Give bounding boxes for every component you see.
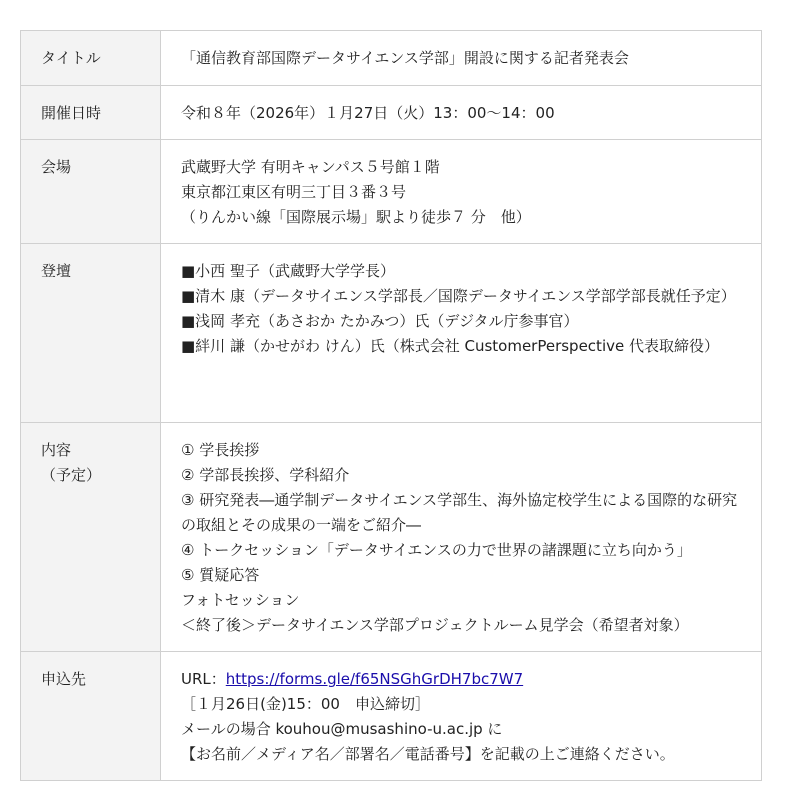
value-cell-title [161, 31, 762, 86]
label-content: 内容 [41, 441, 72, 459]
label-title: タイトル [41, 49, 101, 67]
venue-address: 東京都江東区有明三丁目３番３号 [181, 183, 407, 201]
program-item: ⑤ 質疑応答 [181, 566, 260, 584]
row-venue [21, 140, 762, 244]
url-prefix: URL： [181, 670, 226, 688]
program-item: ＜終了後＞データサイエンス学部プロジェクトルーム見学会（希望者対象） [181, 616, 689, 634]
apply-deadline: ［１月26日(金)15：00 申込締切］ [181, 695, 430, 713]
press-event-info [20, 30, 762, 781]
label-cell-date [21, 86, 161, 140]
value-cell-apply [161, 652, 762, 781]
label-apply: 申込先 [41, 670, 87, 688]
label-cell-venue [21, 140, 161, 244]
apply-email: メールの場合 kouhou@musashino-u.ac.jp に [181, 720, 503, 738]
label-cell-title [21, 31, 161, 86]
label-speakers: 登壇 [41, 262, 72, 280]
speaker-item: ■浅岡 孝充（あさおか たかみつ）氏（デジタル庁参事官） [181, 312, 579, 330]
row-title [21, 31, 762, 86]
program-item: ① 学長挨拶 [181, 441, 260, 459]
value-cell-speakers [161, 244, 762, 423]
row-apply [21, 652, 762, 781]
event-title: 「通信教育部国際データサイエンス学部」開設に関する記者発表会 [181, 49, 629, 67]
program-item: ② 学部長挨拶、学科紹介 [181, 466, 350, 484]
apply-instruction: 【お名前／メディア名／部署名／電話番号】を記載の上ご連絡ください。 [181, 745, 675, 763]
value-cell-venue [161, 140, 762, 244]
row-content [21, 423, 762, 652]
speaker-item: ■絆川 謙（かせがわ けん）氏（株式会社 CustomerPerspective 代表取締役） [181, 337, 719, 355]
speaker-item: ■清木 康（データサイエンス学部長／国際データサイエンス学部学部長就任予定） [181, 287, 736, 305]
label-cell-apply [21, 652, 161, 781]
label-venue: 会場 [41, 158, 72, 176]
row-date [21, 86, 762, 140]
application-form-link[interactable]: https://forms.gle/f65NSGhGrDH7bc7W7 [225, 670, 524, 688]
row-speakers [21, 244, 762, 423]
label-content-note: （予定） [41, 466, 102, 484]
program-item: ③ 研究発表―通学制データサイエンス学部生、海外協定校学生による国際的な研究の取組とその成果の一端をご紹介― [181, 491, 738, 534]
value-cell-date [161, 86, 762, 140]
label-cell-content [21, 423, 161, 652]
label-date: 開催日時 [41, 104, 102, 122]
program-item: ④ トークセッション「データサイエンスの力で世界の諸課題に立ち向かう」 [181, 541, 692, 559]
value-cell-content [161, 423, 762, 652]
event-datetime: 令和８年（2026年）１月27日（火）13：00～14：00 [181, 104, 555, 122]
apply-url-line [181, 667, 741, 692]
venue-access: （りんかい線「国際展示場」駅より徒歩７ 分 他） [181, 208, 531, 226]
program-item: フォトセッション [181, 591, 300, 609]
info-table [20, 30, 762, 781]
venue-name: 武蔵野大学 有明キャンパス５号館１階 [181, 158, 440, 176]
speaker-item: ■小西 聖子（武蔵野大学学長） [181, 262, 395, 280]
label-cell-speakers [21, 244, 161, 423]
